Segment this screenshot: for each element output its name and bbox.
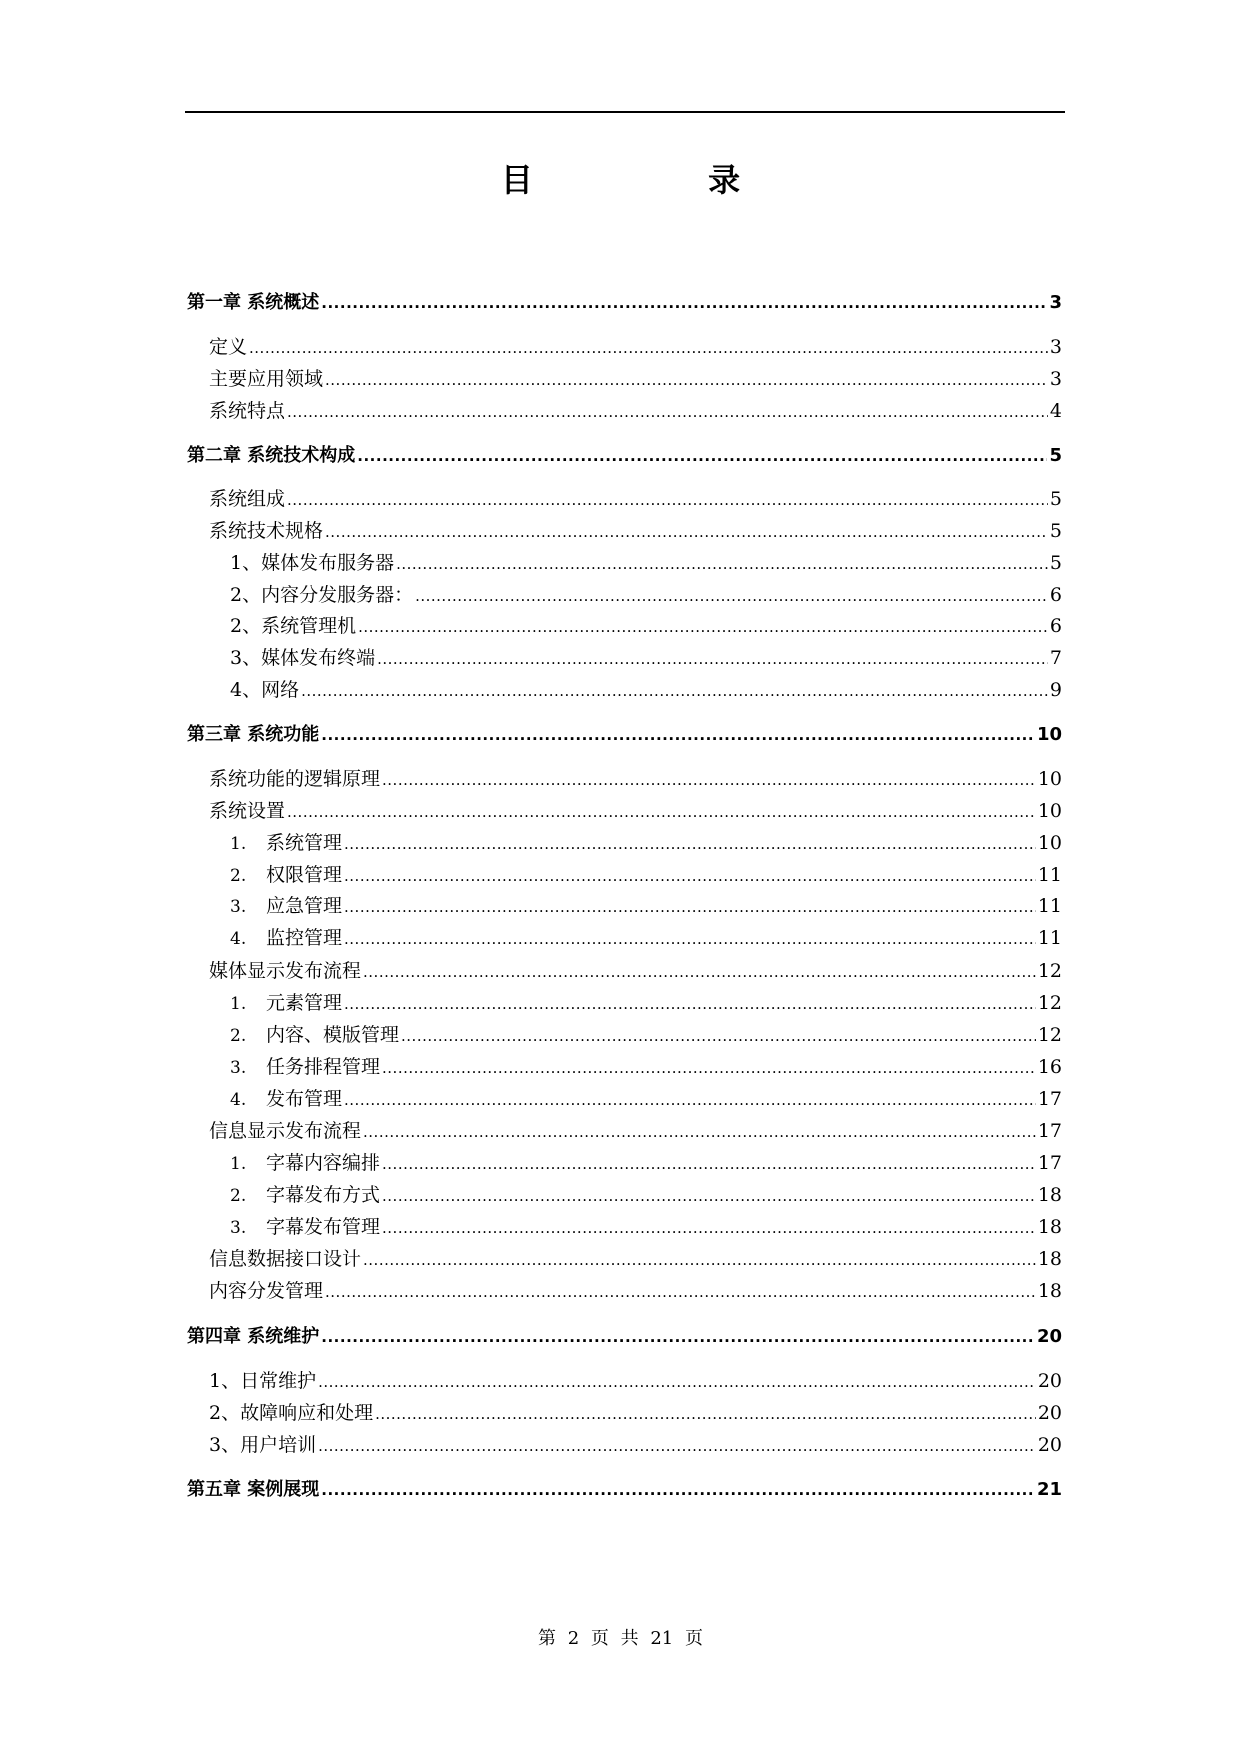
toc-entry[interactable] (187, 893, 1062, 920)
toc-entry-page-number: 10 (1036, 724, 1062, 745)
toc-dot-leader (344, 925, 1036, 952)
toc-entry[interactable] (187, 582, 1062, 609)
toc-dot-leader (382, 1214, 1036, 1241)
toc-entry[interactable] (187, 1246, 1062, 1273)
toc-dot-leader (375, 1400, 1036, 1427)
toc-dot-leader (325, 1278, 1036, 1305)
toc-entry-page-number: 17 (1037, 1152, 1062, 1174)
toc-entry-page-number: 20 (1037, 1370, 1062, 1392)
toc-dot-leader (325, 366, 1048, 393)
toc-entry[interactable] (187, 366, 1062, 393)
toc-dot-leader (363, 958, 1036, 985)
page-footer: 第 2 页 共 21 页 (538, 1628, 703, 1649)
toc-entry[interactable] (187, 722, 1062, 748)
toc-entry-page-number: 18 (1037, 1280, 1062, 1302)
toc-entry[interactable] (187, 290, 1062, 316)
toc-entry-title: 监控管理 (266, 927, 343, 949)
toc-entry-page-number: 6 (1049, 615, 1062, 637)
toc-dot-leader (318, 1368, 1036, 1395)
toc-entry-title: 主要应用领域 (209, 368, 324, 390)
toc-entry-number: 2. (230, 1186, 247, 1206)
toc-entry-title: 2、故障响应和处理 (209, 1402, 374, 1424)
toc-entry-page-number: 5 (1049, 488, 1062, 510)
toc-dot-leader (321, 290, 1047, 316)
toc-entry[interactable] (187, 1054, 1062, 1081)
toc-entry-title: 第五章 案例展现 (187, 1479, 320, 1500)
toc-dot-leader (321, 1477, 1035, 1503)
toc-dot-leader (382, 766, 1036, 793)
toc-dot-leader (415, 582, 1048, 609)
toc-entry-title: 信息数据接口设计 (209, 1248, 362, 1270)
toc-dot-leader (318, 1432, 1036, 1459)
toc-dot-leader (358, 613, 1048, 640)
toc-entry[interactable] (187, 925, 1062, 952)
toc-entry-title: 元素管理 (266, 992, 343, 1014)
toc-entry-number: 4. (230, 1090, 247, 1110)
toc-dot-leader (344, 893, 1036, 920)
toc-entry[interactable] (187, 1086, 1062, 1113)
toc-entry-page-number: 12 (1037, 960, 1062, 982)
toc-entry-title: 第一章 系统概述 (187, 292, 320, 313)
toc-entry-page-number: 6 (1049, 584, 1062, 606)
toc-entry[interactable] (187, 1182, 1062, 1209)
toc-entry-title: 1、日常维护 (209, 1370, 317, 1392)
toc-dot-leader (321, 722, 1035, 748)
toc-entry-page-number: 17 (1037, 1088, 1062, 1110)
toc-entry-page-number: 5 (1049, 552, 1062, 574)
toc-entry-title: 第四章 系统维护 (187, 1326, 320, 1347)
toc-dot-leader (344, 862, 1036, 889)
toc-entry[interactable] (187, 766, 1062, 793)
toc-dot-leader (344, 830, 1036, 857)
toc-entry-page-number: 7 (1049, 647, 1062, 669)
toc-entry-title: 权限管理 (266, 864, 343, 886)
toc-entry-title: 系统管理 (266, 832, 343, 854)
toc-entry-page-number: 20 (1036, 1326, 1062, 1347)
toc-entry[interactable] (187, 830, 1062, 857)
toc-dot-leader (344, 990, 1036, 1017)
toc-dot-leader (287, 398, 1048, 425)
toc-entry[interactable] (187, 1278, 1062, 1305)
toc-entry-page-number: 18 (1037, 1248, 1062, 1270)
toc-entry[interactable] (187, 1118, 1062, 1145)
toc-entry-title: 媒体显示发布流程 (209, 960, 362, 982)
toc-entry[interactable] (187, 798, 1062, 825)
toc-entry-title: 发布管理 (266, 1088, 343, 1110)
toc-entry-page-number: 16 (1037, 1056, 1062, 1078)
toc-entry-number: 4. (230, 929, 247, 949)
toc-dot-leader (344, 1086, 1036, 1113)
toc-entry-page-number: 4 (1049, 400, 1062, 422)
toc-entry-page-number: 11 (1037, 927, 1062, 949)
toc-entry[interactable] (187, 443, 1062, 469)
toc-dot-leader (249, 334, 1048, 361)
toc-entry-title: 2、内容分发服务器： (230, 584, 414, 606)
toc-entry-page-number: 5 (1049, 520, 1062, 542)
toc-entry-title: 信息显示发布流程 (209, 1120, 362, 1142)
toc-entry[interactable] (187, 1324, 1062, 1350)
toc-entry-title: 3、媒体发布终端 (230, 647, 376, 669)
toc-entry-page-number: 21 (1036, 1479, 1062, 1500)
toc-entry[interactable] (187, 1477, 1062, 1503)
toc-entry-title: 系统设置 (209, 800, 286, 822)
toc-entry-title: 系统功能的逻辑原理 (209, 768, 381, 790)
toc-dot-leader (382, 1182, 1036, 1209)
toc-entry-page-number: 11 (1037, 864, 1062, 886)
toc-entry[interactable] (187, 1368, 1062, 1395)
toc-dot-leader (363, 1246, 1036, 1273)
toc-entry-title: 定义 (209, 336, 248, 358)
toc-entry[interactable] (187, 1022, 1062, 1049)
toc-dot-leader (287, 798, 1036, 825)
toc-entry[interactable] (187, 1400, 1062, 1427)
page-title: 目 录 (500, 161, 823, 199)
toc-entry[interactable] (187, 990, 1062, 1017)
toc-entry-title: 2、系统管理机 (230, 615, 357, 637)
toc-entry[interactable] (187, 1214, 1062, 1241)
toc-entry-page-number: 3 (1049, 292, 1062, 313)
toc-entry[interactable] (187, 862, 1062, 889)
toc-entry[interactable] (187, 613, 1062, 640)
toc-entry-page-number: 3 (1049, 336, 1062, 358)
toc-entry-number: 2. (230, 1026, 247, 1046)
toc-entry-title: 内容、模版管理 (266, 1024, 400, 1046)
toc-dot-leader (382, 1150, 1036, 1177)
toc-dot-leader (401, 1022, 1036, 1049)
toc-entry-page-number: 20 (1037, 1434, 1062, 1456)
toc-entry-title: 系统组成 (209, 488, 286, 510)
toc-entry-page-number: 10 (1037, 832, 1062, 854)
toc-dot-leader (325, 518, 1048, 545)
toc-entry-page-number: 20 (1037, 1402, 1062, 1424)
toc-dot-leader (377, 645, 1048, 672)
toc-dot-leader (321, 1324, 1035, 1350)
toc-dot-leader (382, 1054, 1036, 1081)
toc-entry-page-number: 5 (1049, 445, 1062, 466)
toc-entry-number: 1. (230, 1154, 247, 1174)
toc-entry-page-number: 18 (1037, 1216, 1062, 1238)
toc-entry[interactable] (187, 958, 1062, 985)
toc-entry-page-number: 10 (1037, 800, 1062, 822)
toc-entry-number: 1. (230, 834, 247, 854)
toc-entry-title: 系统特点 (209, 400, 286, 422)
toc-entry[interactable] (187, 1432, 1062, 1459)
toc-entry-title: 字幕发布管理 (266, 1216, 381, 1238)
toc-entry-page-number: 18 (1037, 1184, 1062, 1206)
toc-dot-leader (287, 486, 1048, 513)
toc-entry-title: 3、用户培训 (209, 1434, 317, 1456)
toc-entry-title: 第三章 系统功能 (187, 724, 320, 745)
toc-entry-title: 任务排程管理 (266, 1056, 381, 1078)
toc-entry-title: 字幕发布方式 (266, 1184, 381, 1206)
toc-entry[interactable] (187, 334, 1062, 361)
toc-entry-title: 内容分发管理 (209, 1280, 324, 1302)
toc-entry-page-number: 12 (1037, 992, 1062, 1014)
toc-entry-title: 第二章 系统技术构成 (187, 445, 356, 466)
toc-entry[interactable] (187, 677, 1062, 704)
toc-entry-number: 1. (230, 994, 247, 1014)
toc-entry[interactable] (187, 486, 1062, 513)
toc-entry-title: 系统技术规格 (209, 520, 324, 542)
toc-entry-number: 2. (230, 866, 247, 886)
toc-entry-title: 4、网络 (230, 679, 300, 701)
toc-dot-leader (357, 443, 1047, 469)
toc-entry-title: 字幕内容编排 (266, 1152, 381, 1174)
toc-entry-number: 3. (230, 897, 247, 917)
toc-entry-number: 3. (230, 1058, 247, 1078)
toc-entry-page-number: 3 (1049, 368, 1062, 390)
toc-entry-number: 3. (230, 1218, 247, 1238)
toc-entry-page-number: 9 (1049, 679, 1062, 701)
toc-dot-leader (301, 677, 1048, 704)
toc-entry[interactable] (187, 550, 1062, 577)
toc-dot-leader (396, 550, 1048, 577)
toc-entry-title: 应急管理 (266, 895, 343, 917)
toc-entry[interactable] (187, 398, 1062, 425)
toc-entry-title: 1、媒体发布服务器 (230, 552, 395, 574)
toc-entry-page-number: 17 (1037, 1120, 1062, 1142)
toc-entry-page-number: 11 (1037, 895, 1062, 917)
header-rule (185, 111, 1065, 113)
toc-entry-page-number: 12 (1037, 1024, 1062, 1046)
toc-dot-leader (363, 1118, 1036, 1145)
toc-entry-page-number: 10 (1037, 768, 1062, 790)
toc-entry[interactable] (187, 518, 1062, 545)
toc-entry[interactable] (187, 645, 1062, 672)
toc-entry[interactable] (187, 1150, 1062, 1177)
